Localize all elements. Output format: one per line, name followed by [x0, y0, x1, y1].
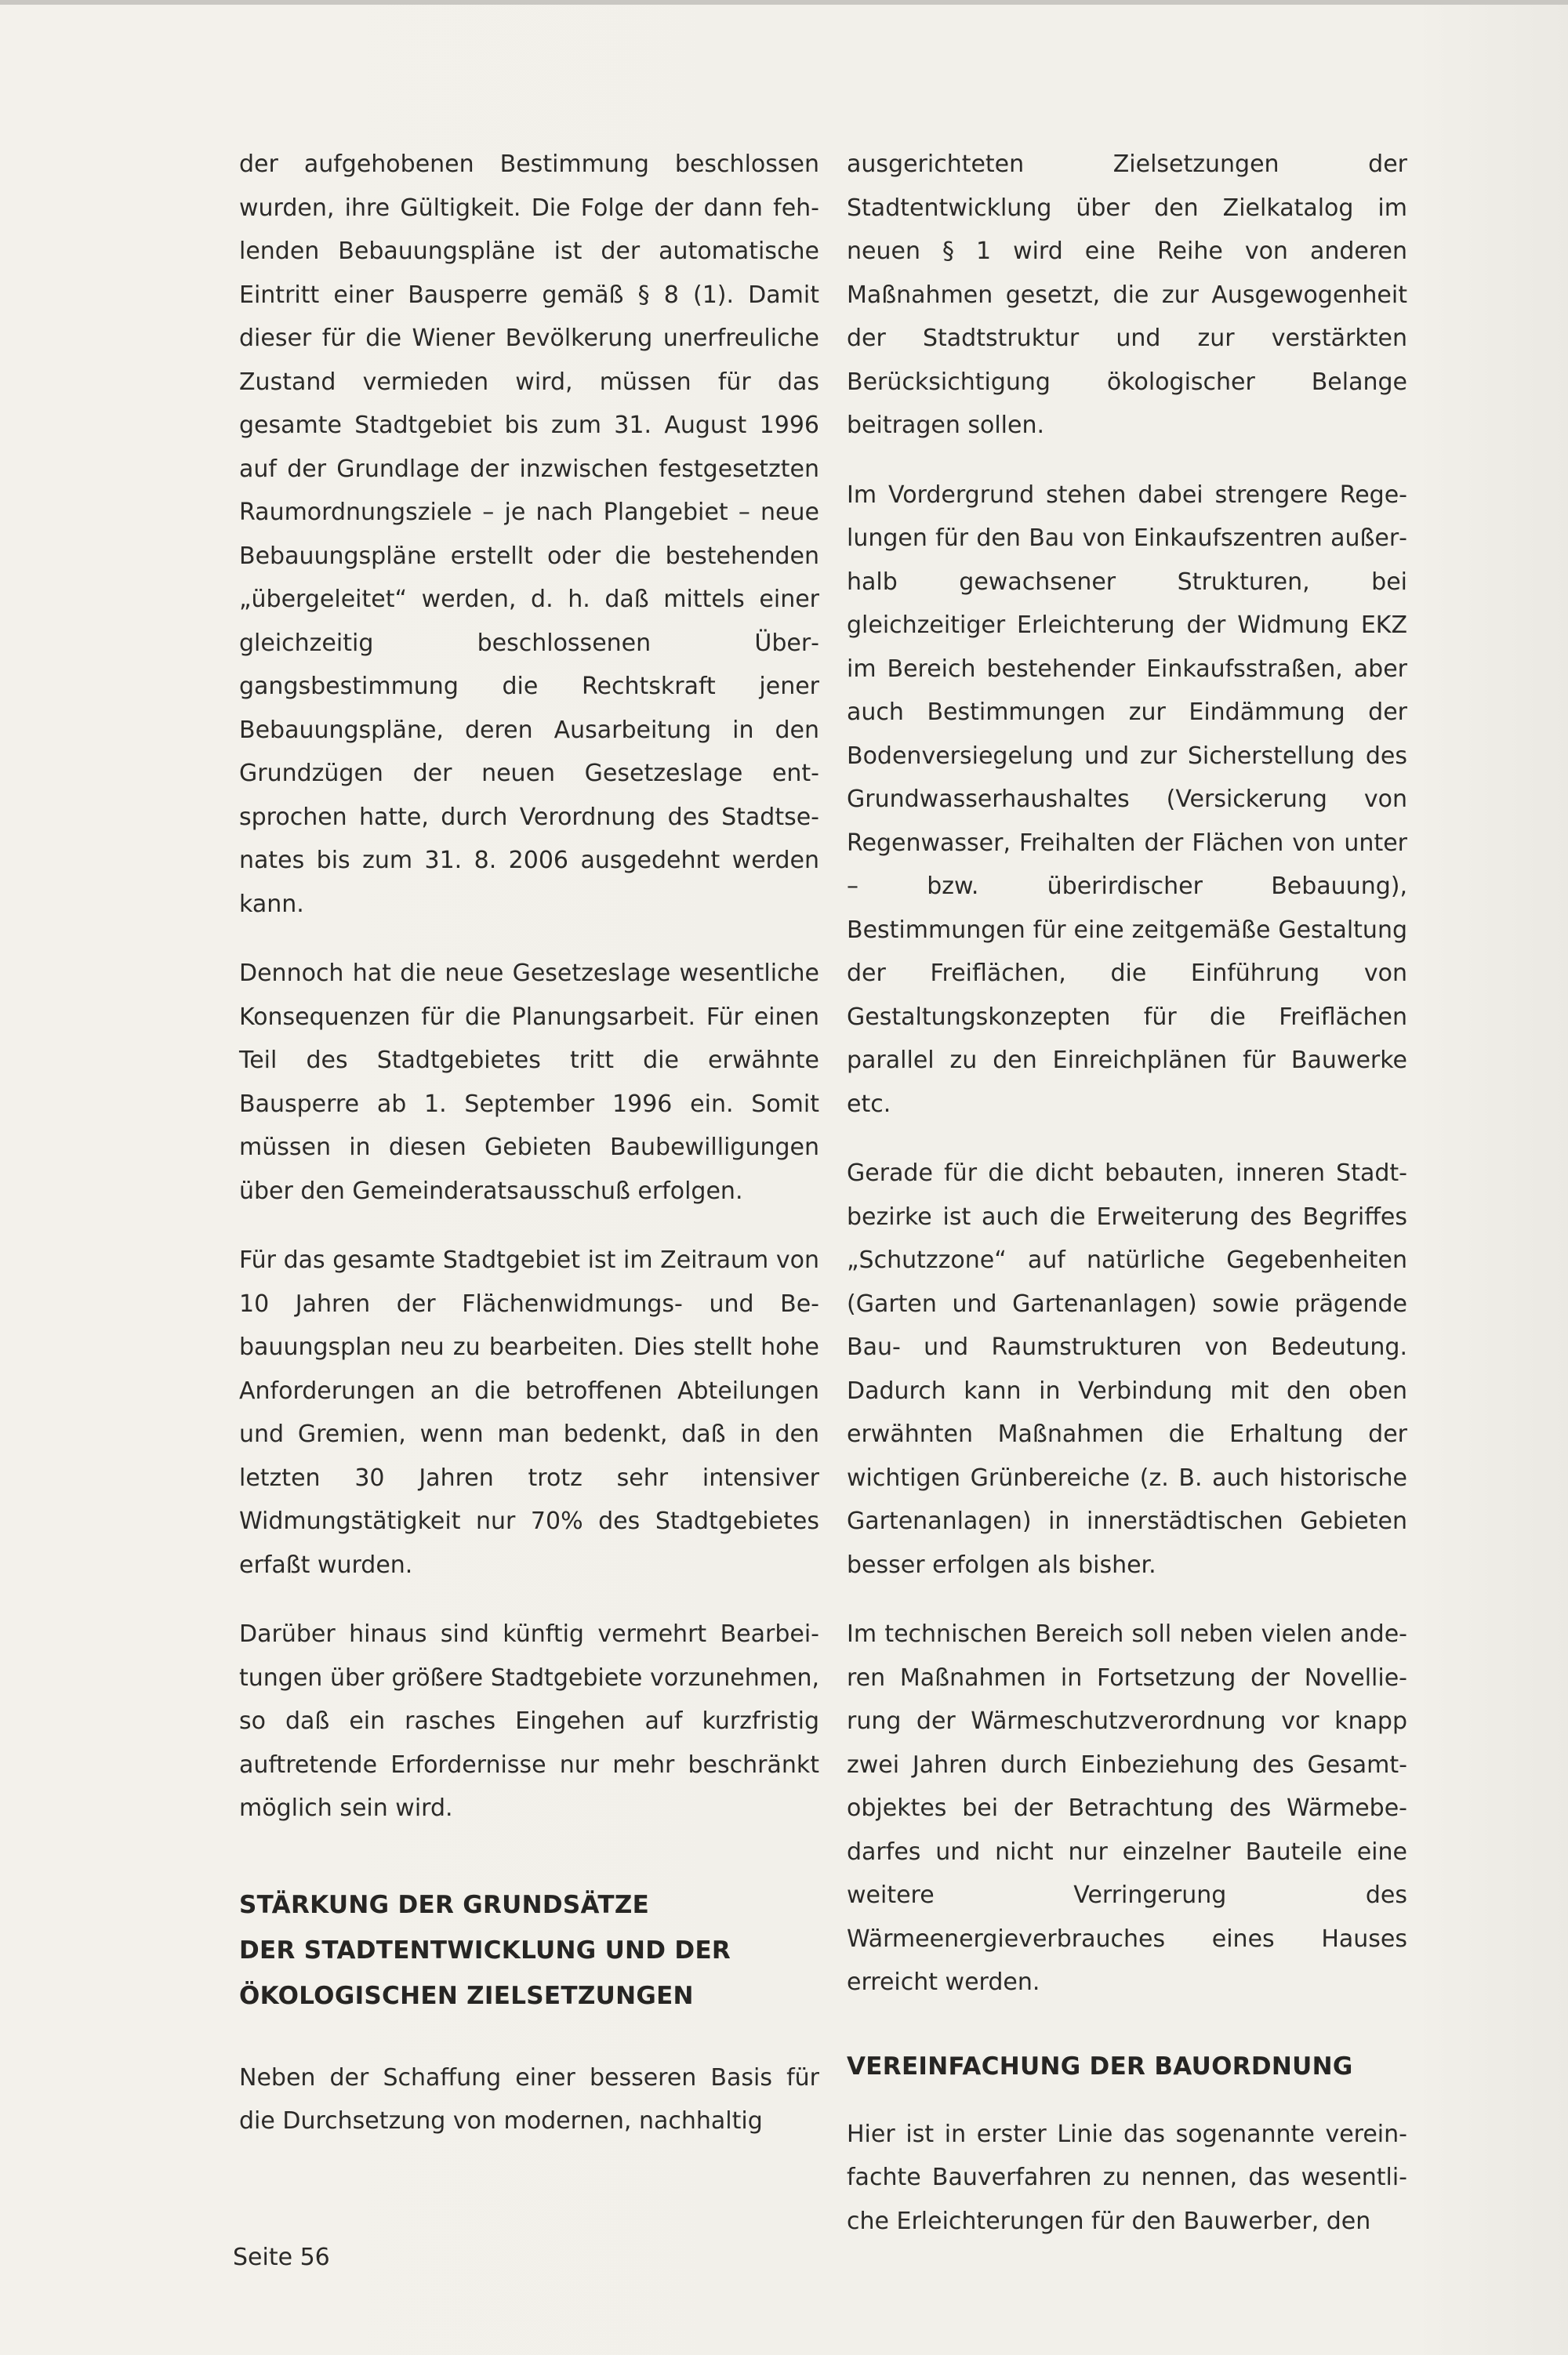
section-heading-staerkung	[239, 1882, 819, 2019]
left-paragraph-1: der aufgehobenen Bestimmung beschlossen wurden, ihre Gültigkeit. Die Folge der dann fehlenden Bebauungspläne ist der automatische Eintritt einer Bausperre gemäß § 8 (1). Damit dieser für die Wiener Bevölkerung unerfreuliche Zustand vermieden wird, müssen für das gesamte Stadtgebiet bis zum 31. August 1996 auf der Grundlage der inzwischen festgesetzten Raumordnungsziele – je nach Plangebiet – neue Bebauungspläne erstellt oder die bestehenden „übergeleitet“ werden, d. h. daß mittels einer gleichzeitig beschlossenen Übergangsbestimmung die Rechtskraft jener Bebauungspläne, deren Ausarbeitung in den Grundzügen der neuen Gesetzeslage entsprochen hatte, durch Verordnung des Stadtsenates bis zum 31. 8. 2006 ausgedehnt werden kann.	[239, 151, 819, 918]
left-column	[239, 143, 819, 2169]
right-paragraph-4: Im technischen Bereich soll neben vielen anderen Maßnahmen in Fortsetzung der Novellierung der Wärmeschutzverordnung vor knapp zwei Jahren durch Einbeziehung des Gesamtobjektes bei der Betrachtung des Wärmebedarfes und nicht nur einzelner Bauteile eine weitere Verringerung des Wärmeenergieverbrauches eines Hauses erreicht werden.	[847, 1620, 1407, 1996]
section-heading-vereinfachung: VEREINFACHUNG DER BAUORDNUNG	[847, 2052, 1353, 2081]
heading-line-3: ÖKOLOGISCHEN ZIELSETZUNGEN	[239, 1981, 694, 2010]
right-paragraph-after-heading: Hier ist in erster Linie das sogenannte vereinfachte Bauverfahren zu nennen, das wesentliche Erleichterungen für den Bauwerber, den	[847, 2120, 1407, 2235]
page-number: Seite 56	[233, 2244, 330, 2271]
heading-line-1: STÄRKUNG DER GRUNDSÄTZE	[239, 1890, 650, 1919]
right-paragraph-3: Gerade für die dicht bebauten, inneren Stadtbezirke ist auch die Erweiterung des Begriffes „Schutzzone“ auf natürliche Gegebenheiten (Garten und Gartenanlagen) sowie prägende Bau- und Raumstrukturen von Bedeutung. Dadurch kann in Verbindung mit den oben erwähnten Maßnahmen die Erhaltung der wichtigen Grünbereiche (z. B. auch historische Gartenanlagen) in innerstädtischen Gebieten besser erfolgen als bisher.	[847, 1159, 1407, 1579]
left-paragraph-2: Dennoch hat die neue Gesetzeslage wesentliche Konsequenzen für die Planungsarbeit. Für einen Teil des Stadtgebietes tritt die erwähnte Bausperre ab 1. September 1996 ein. Somit müssen in diesen Gebieten Baubewilligungen über den Gemeinderatsausschuß erfolgen.	[239, 960, 819, 1205]
heading-line-2: DER STADTENTWICKLUNG UND DER	[239, 1936, 731, 1965]
left-paragraph-3: Für das gesamte Stadtgebiet ist im Zeitraum von 10 Jahren der Flächenwidmungs- und Bebauungsplan neu zu bearbeiten. Dies stellt hohe Anforderungen an die betroffenen Abteilungen und Gremien, wenn man bedenkt, daß in den letzten 30 Jahren trotz sehr intensiver Widmungstätigkeit nur 70% des Stadtgebietes erfaßt wurden.	[239, 1246, 819, 1579]
left-paragraph-4: Darüber hinaus sind künftig vermehrt Bearbeitungen über größere Stadtgebiete vorzunehmen, so daß ein rasches Eingehen auf kurzfristig auftretende Erfordernisse nur mehr beschränkt möglich sein wird.	[239, 1620, 819, 1822]
page-top-edge	[0, 0, 1568, 5]
right-paragraph-2: Im Vordergrund stehen dabei strengere Regelungen für den Bau von Einkaufszentren außerhalb gewachsener Strukturen, bei gleichzeitiger Erleichterung der Widmung EKZ im Bereich bestehender Einkaufsstraßen, aber auch Bestimmungen zur Eindämmung der Bodenversiegelung und zur Sicherstellung des Grundwasserhaushaltes (Versickerung von Regenwasser, Freihalten der Flächen von unter – bzw. überirdischer Bebauung), Bestimmungen für eine zeitgemäße Gestaltung der Freiflächen, die Einführung von Gestaltungskonzepten für die Freiflächen parallel zu den Einreichplänen für Bauwerke etc.	[847, 481, 1407, 1118]
left-paragraph-after-heading: Neben der Schaffung einer besseren Basis für die Durchsetzung von modernen, nachhaltig	[239, 2063, 819, 2135]
right-paragraph-1: ausgerichteten Zielsetzungen der Stadtentwicklung über den Zielkatalog im neuen § 1 wird eine Reihe von anderen Maßnahmen gesetzt, die zur Ausgewogenheit der Stadtstruktur und zur verstärkten Berücksichtigung ökologischer Belange beitragen sollen.	[847, 151, 1407, 439]
right-column	[847, 143, 1407, 2269]
